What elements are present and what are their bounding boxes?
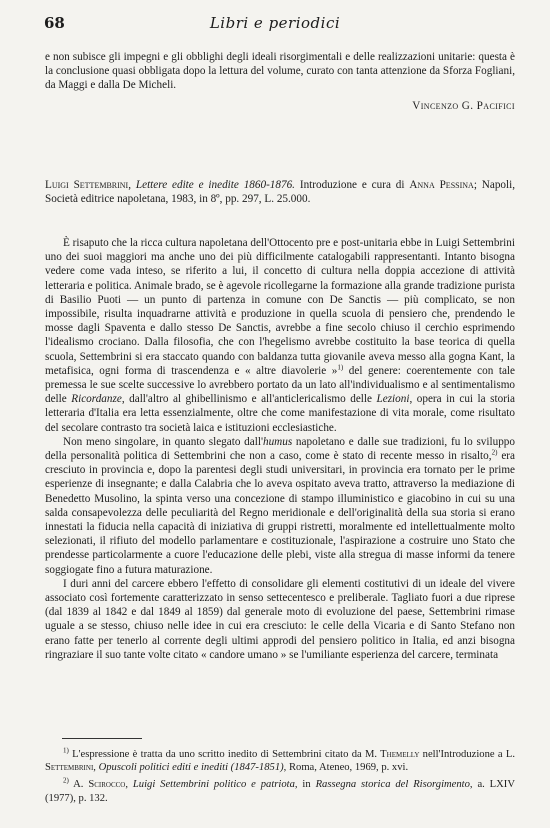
paragraph-3: I duri anni del carcere ebbero l'effetto di consolidare gli elementi costitutivi di un ideale del vivere associato così fortemente caratterizzato in senso settecentesco e preliberale. Tagliato fuori a due riprese (dal 1839 al 1842 e dal 1849 al 1859) dal generale moto di evoluzione del paese, Settembrini rimase uguale a se stesso, chiuso nelle idee in cui era cresciuto: le celle della Vicaria e di Santo Stefano non erano fatte per tenerlo al corrente degli ultimi approdi del pensiero politico in Italia, ed anzi bisogna ringraziare il suo tante volte citato « candore umano » se l'umiliante esperienza del carcere, terminata <box>45 577 515 661</box>
page-header <box>0 14 550 34</box>
lezioni-title: Lezioni <box>376 393 410 406</box>
fn2-text-b: , in <box>294 779 316 791</box>
fn1-text-c: , <box>93 762 99 774</box>
para2-text-c: era cresciuto in provincia e, dopo la parentesi degli studi universitari, in provincia era tornato per le prime esperienze di insegnante; e dalla Calabria che lo aveva ospitato aveva tratto, attraverso la mediazione di Benedetto Musolino, la spinta verso una concezione di stampo illuministico e giacobino in cui su una salda consapevolezza delle peculiarità del Regno meridionale e dell'originalità della sua storia si erano innestati la fiducia nella capacità di iniziativa di gruppi ristretti, moralmente ed intellettualmente molto selezionati, il rifiuto del modello parlamentare e costituzionale, l'aspirazione a costruire uno Stato che prendesse particolarmente a cuore l'educazione delle plebi, viste alla stregua di masse informi da tenere soggiogate fino a futura maturazione. <box>45 450 515 576</box>
review-author: Luigi Settembrini <box>45 179 129 191</box>
footnote-ref-2: 2) <box>491 448 498 457</box>
footnote-2-mark: 2) <box>63 776 69 785</box>
para1-text-c: , dall'altro al ghibellinismo e all'anticlericalismo delle <box>121 393 377 406</box>
review-intro: Introduzione e cura di <box>299 179 405 191</box>
previous-review-text: e non subisce gli impegni e gli obblighi degli ideali risorgimentali e delle realizzazioni unitarie: questa è la conclusione quasi obbligata dopo la lettura del volume, curato con tanta attenzione da Sforza Fogliani, da Maggi e dalla De Micheli. <box>45 51 515 92</box>
review-body <box>45 236 515 662</box>
fn1-text-d: , Roma, Ateneo, 1969, p. xvi. <box>283 762 409 774</box>
fn2-title: Luigi Settembrini politico e patriota <box>132 779 295 791</box>
fn1-text-b: nell'Introduzione a <box>419 749 506 760</box>
para2-text-a: Non meno singolare, in quanto slegato dall' <box>63 435 263 448</box>
previous-review-signature: Vincenzo G. Pacifici <box>412 99 515 112</box>
fn2-text-c: , a. LXIV (1977), p. 132. <box>45 779 515 804</box>
review-book-title: Lettere edite e inedite 1860-1876. <box>135 179 295 191</box>
paragraph-1 <box>45 236 515 435</box>
footnote-1-mark: 1) <box>63 746 69 755</box>
fn1-title: Opuscoli politici editi e inediti (1847-1851) <box>98 762 284 774</box>
footnote-1 <box>45 748 515 774</box>
footnote-divider <box>62 738 142 739</box>
fn1-author2: L. Settembrini <box>45 749 515 774</box>
para2-text-b: napoletano e dalle sue tradizioni, fu lo sviluppo della personalità politica di Settembrini che non a caso, come è stato di recente messo in risalto, <box>45 435 515 463</box>
para1-text-d: , opera in cui la storia letteraria d'Italia era letta essenzialmente, oltre che come manifestazione di vita morale, come risultato del secolare contrasto tra società laica e istituzioni ecclesiastiche. <box>45 393 515 434</box>
para1-text-a: È risaputo che la ricca cultura napoletana dell'Ottocento pre e post-unitaria ebbe in Luigi Settembrini uno dei suoi maggiori ma anche uno dei più difficilmente catalogabili rappresentanti. Intanto bisogna vedere come vada inteso, se riferito a lui, il concetto di cultura nella doppia accezione di attività letteraria e politica. Animale brado, se è agevole ricollegarne la formazione alla grande tradizione purista di Basilio Puoti — un punto di partenza in comune con De Sanctis — più complicato, se non impossibile, risulta inquadrarne attività e produzione in quella scuola di pensiero che, prendendo le mosse dagli Spaventa e dallo stesso De Sanctis, avrebbe a fine secolo chiuso il cerchio esprimendo l'idealismo crociano. Dalla filosofia, che con l'hegelismo avrebbe costituito la base teorica di quella scuola, Settembrini si era staccato quando con baldanza tutta giovanile aveva messo alla gogna Kant, la metafisica, ogni forma di trascendenza e « altre diavolerie » <box>45 237 515 377</box>
paragraph-2 <box>45 435 515 577</box>
footnote-ref-1: 1) <box>337 363 344 372</box>
humus-word: humus <box>262 435 293 448</box>
review-citation: Luigi Settembrini, Lettere edite e inedite 1860-1876. Introduzione e cura di Anna Pessina; Napoli, Società editrice napoletana, 1983, in 8º, pp. 297, L. 25.000. <box>45 179 516 206</box>
footnotes <box>45 748 515 805</box>
fn2-text-a: , <box>125 779 133 791</box>
para1-text-b: del genere: coerentemente con tale premessa le sue scelte successive lo avrebbero portato da un lato all'individualismo e al sentimentalismo delle <box>45 364 516 406</box>
fn2-journal: Rassegna storica del Risorgimento <box>315 779 470 791</box>
fn1-text-a: L'espressione è tratta da uno scritto inedito di Settembrini citato da <box>68 749 365 760</box>
running-title: Libri e periodici <box>209 14 341 32</box>
fn1-author: M. Themelly <box>365 749 420 760</box>
footnote-2 <box>45 778 515 804</box>
review-editor: Anna Pessina <box>409 179 474 191</box>
fn2-author: A. Scirocco <box>68 779 126 791</box>
page-number: 68 <box>44 14 65 32</box>
previous-review-ending <box>45 50 515 113</box>
review-heading <box>45 178 515 206</box>
review-publication: ; Napoli, Società editrice napoletana, 1983, in 8º, pp. 297, L. 25.000. <box>45 179 516 206</box>
ricordanze-title: Ricordanze <box>71 393 122 406</box>
